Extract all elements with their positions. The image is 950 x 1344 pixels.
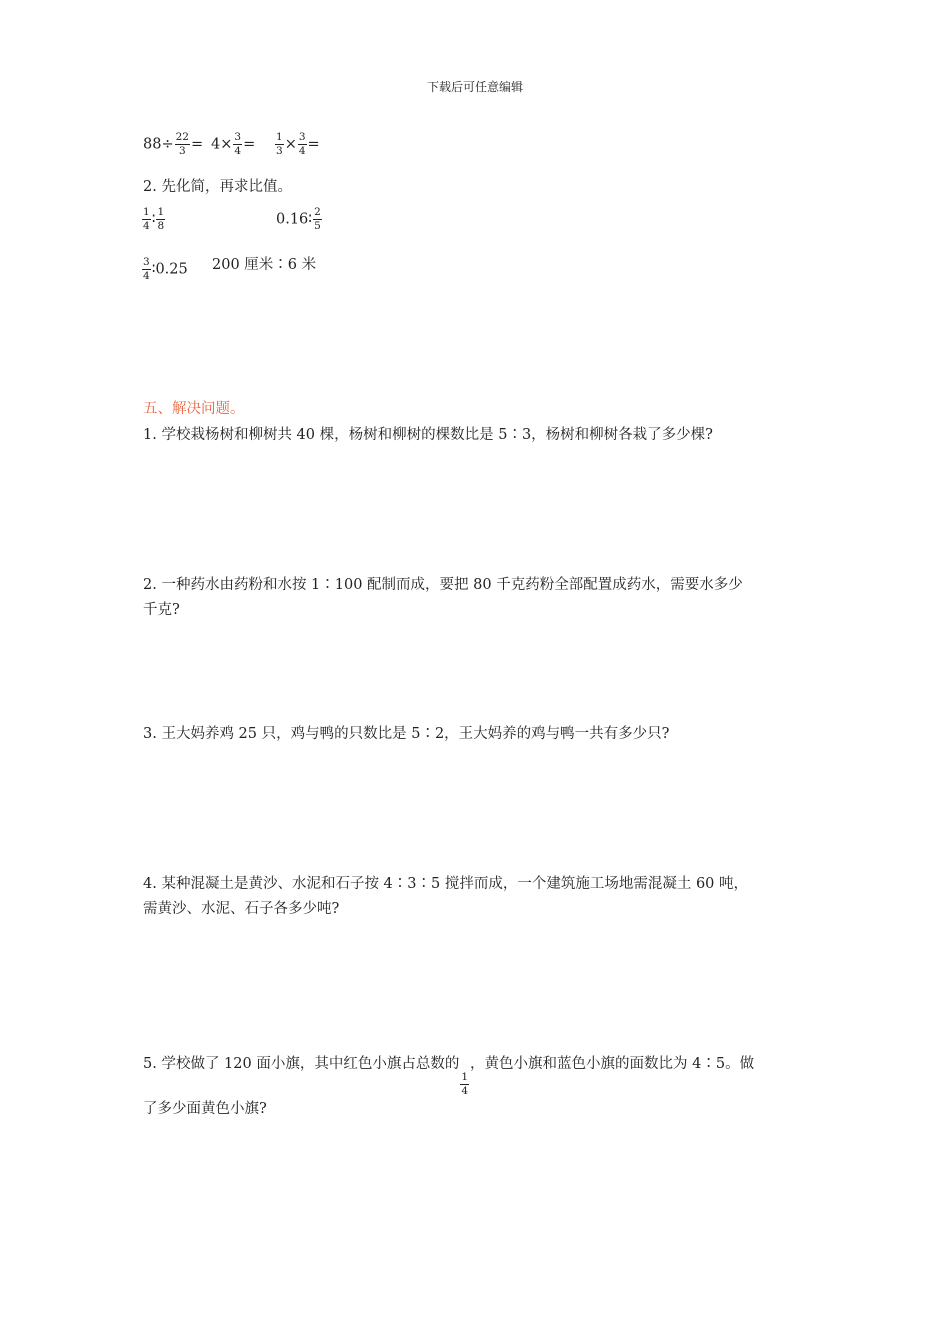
problem-5-line-2: 了多少面黄色小旗? — [143, 1101, 267, 1117]
problem-text: 5. 学校做了 120 面小旗，其中红色小旗占总数的 — [143, 1056, 460, 1072]
calc-expression-2 — [211, 131, 255, 158]
expr-text: = — [307, 136, 320, 153]
expr-text: = — [243, 136, 256, 153]
fraction: $\frac{3}{4}$ — [298, 131, 306, 157]
problem-2-line-2: 千克? — [143, 602, 180, 618]
fraction: $\frac{1}{3}$ — [276, 131, 283, 157]
expr-text: × — [284, 136, 297, 153]
problem-text: ，黄色小旗和蓝色小旗的面数比为 4∶5。做 — [470, 1056, 755, 1072]
expr-text: = — [190, 136, 204, 153]
calc-expression-1 — [143, 131, 203, 158]
ratio-item-2 — [276, 206, 323, 233]
fraction: $\frac{2}{5}$ — [314, 206, 321, 232]
page-header: 下载后可任意编辑 — [426, 80, 523, 94]
problem-4-line-1: 4. 某种混凝土是黄沙、水泥和石子按 4∶3∶5 搅拌而成，一个建筑施工场地需混凝土 60 吨， — [143, 876, 749, 892]
question-2-title: 2. 先化简，再求比值。 — [143, 179, 292, 195]
problem-1: 1. 学校栽杨树和柳树共 40 棵，杨树和柳树的棵数比是 5∶3，杨树和柳树各栽了多少棵? — [143, 427, 713, 443]
fraction: $\frac{1}{8}$ — [157, 206, 165, 232]
expr-text: 4× — [211, 136, 233, 153]
fraction: $\frac{3}{4}$ — [143, 256, 150, 282]
ratio-sep: ∶ — [151, 211, 156, 228]
problem-2-line-1: 2. 一种药水由药粉和水按 1∶100 配制而成，要把 80 千克药粉全部配置成药水，需要水多少 — [143, 577, 743, 593]
expr-text: ∶0.25 — [151, 261, 188, 278]
ratio-item-4: 200 厘米∶6 米 — [212, 257, 317, 273]
problem-5-line-1 — [143, 1052, 754, 1098]
ratio-item-1 — [141, 206, 166, 233]
expr-text: 0.16∶ — [276, 211, 313, 228]
fraction: $\frac{22}{3}$ — [175, 131, 189, 157]
calc-expression-3 — [274, 131, 320, 158]
fraction: $\frac{1}{4}$ — [143, 206, 150, 232]
fraction: $\frac{1}{4}$ — [461, 1071, 469, 1097]
problem-3: 3. 王大妈养鸡 25 只，鸡与鸭的只数比是 5∶2，王大妈养的鸡与鸭一共有多少只? — [143, 726, 670, 742]
expr-text: 88÷ — [143, 136, 174, 153]
fraction: $\frac{3}{4}$ — [234, 131, 242, 157]
ratio-item-3 — [141, 256, 188, 283]
section-5-title: 五、解决问题。 — [143, 401, 245, 417]
problem-4-line-2: 需黄沙、水泥、石子各多少吨? — [143, 901, 340, 917]
